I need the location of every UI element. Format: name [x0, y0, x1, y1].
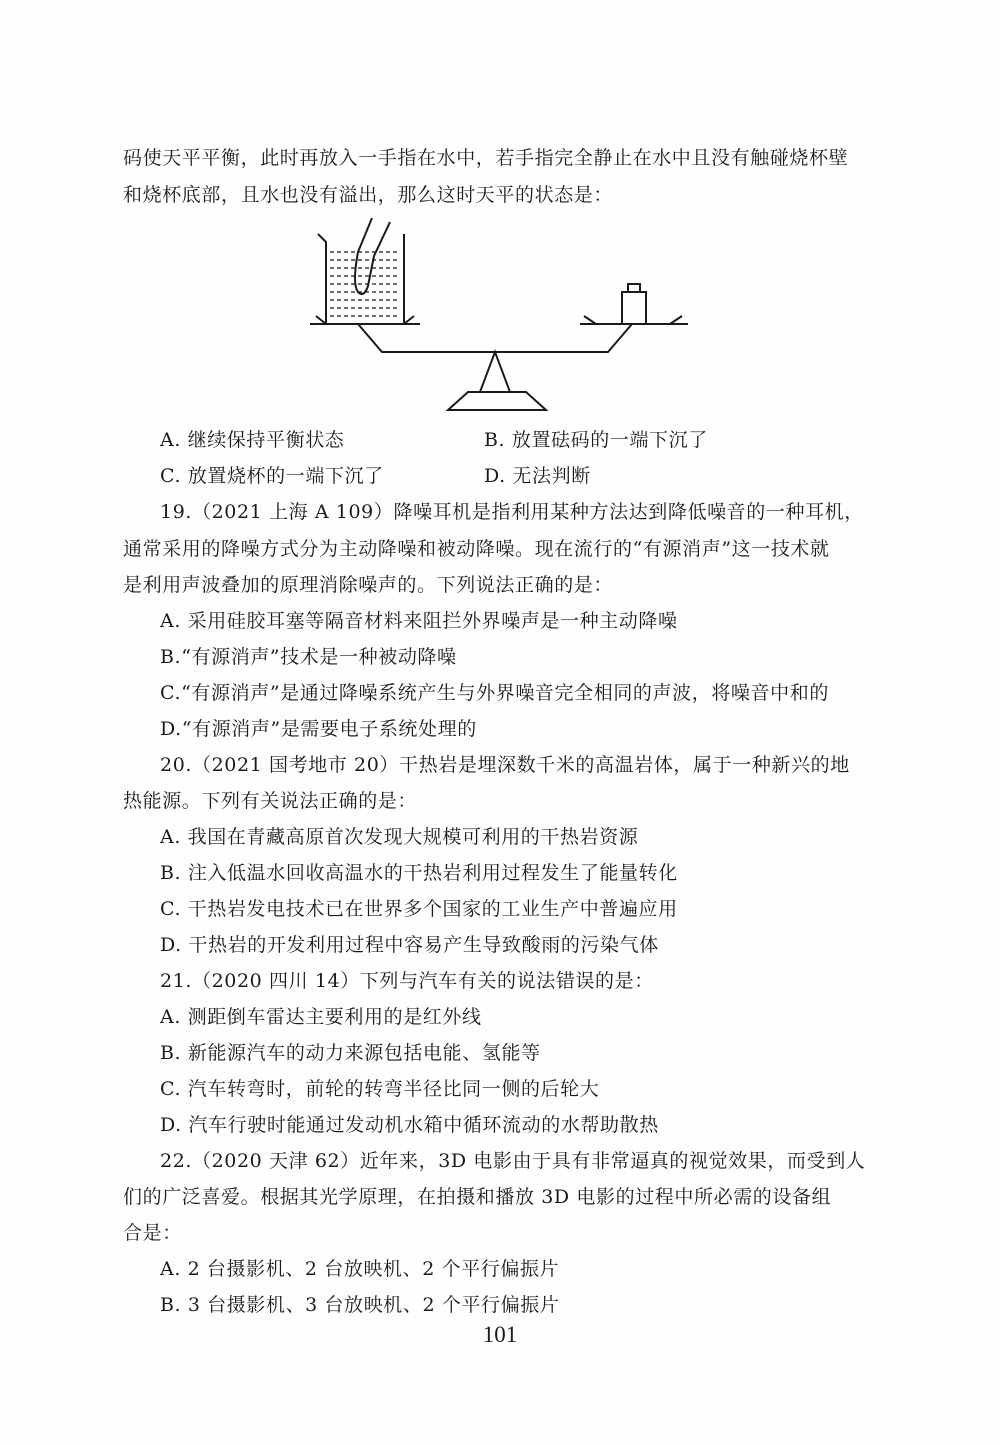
q18-option-c: C. 放置烧杯的一端下沉了 [160, 465, 384, 487]
q20-option-a: A. 我国在青藏高原首次发现大规模可利用的干热岩资源 [160, 826, 639, 848]
q21-option-d: D. 汽车行驶时能通过发动机水箱中循环流动的水帮助散热 [160, 1114, 659, 1136]
q21-option-a: A. 测距倒车雷达主要利用的是红外线 [160, 1006, 482, 1028]
page-number: 101 [482, 1322, 518, 1347]
q18-option-a: A. 继续保持平衡状态 [160, 429, 345, 451]
water-surface [330, 252, 400, 316]
q18-text-line-1: 码使天平平衡，此时再放入一手指在水中，若手指完全静止在水中且没有触碰烧杯壁 [123, 147, 849, 169]
q19-text-line-1: 19.（2021 上海 A 109）降噪耳机是指利用某种方法达到降低噪音的一种耳机， [160, 501, 864, 523]
q22-text-line-2: 们的广泛喜爱。根据其光学原理，在拍摄和播放 3D 电影的过程中所必需的设备组 [123, 1186, 832, 1208]
fulcrum-triangle [480, 352, 510, 392]
q20-text-line-1: 20.（2021 国考地市 20）干热岩是埋深数千米的高温岩体，属于一种新兴的地 [160, 754, 850, 776]
q19-option-d: D.“有源消声”是需要电子系统处理的 [160, 718, 477, 740]
balance-base [448, 392, 546, 410]
q22-option-a: A. 2 台摄影机、2 台放映机、2 个平行偏振片 [160, 1258, 560, 1280]
q18-option-b: B. 放置砝码的一端下沉了 [484, 429, 708, 451]
q19-option-c: C.“有源消声”是通过降噪系统产生与外界噪音完全相同的声波，将噪音中和的 [160, 682, 829, 704]
beaker-outline [318, 234, 404, 324]
balance-beam [358, 324, 632, 352]
q18-text-line-2: 和烧杯底部，且水也没有溢出，那么这时天平的状态是： [123, 184, 614, 206]
balance-scale-figure [300, 212, 700, 412]
q22-option-b: B. 3 台摄影机、3 台放映机、2 个平行偏振片 [160, 1294, 560, 1316]
q20-option-d: D. 干热岩的开发利用过程中容易产生导致酸雨的污染气体 [160, 934, 659, 956]
q20-option-b: B. 注入低温水回收高温水的干热岩利用过程发生了能量转化 [160, 862, 678, 884]
q22-text-line-3: 合是： [123, 1222, 182, 1244]
q21-text-line-1: 21.（2020 四川 14）下列与汽车有关的说法错误的是： [160, 970, 654, 992]
finger-shape [355, 218, 390, 294]
q19-text-line-3: 是利用声波叠加的原理消除噪声的。下列说法正确的是： [123, 574, 614, 596]
q18-option-d: D. 无法判断 [484, 465, 591, 487]
q19-option-a: A. 采用硅胶耳塞等隔音材料来阻拦外界噪声是一种主动降噪 [160, 610, 678, 632]
q19-option-b: B.“有源消声”技术是一种被动降噪 [160, 646, 457, 668]
weight-block [622, 292, 646, 324]
q22-text-line-1: 22.（2020 天津 62）近年来，3D 电影由于具有非常逼真的视觉效果，而受到人 [160, 1150, 866, 1172]
q19-text-line-2: 通常采用的降噪方式分为主动降噪和被动降噪。现在流行的“有源消声”这一技术就 [123, 538, 830, 560]
q21-option-c: C. 汽车转弯时，前轮的转弯半径比同一侧的后轮大 [160, 1078, 600, 1100]
q20-text-line-2: 热能源。下列有关说法正确的是： [123, 790, 418, 812]
q21-option-b: B. 新能源汽车的动力来源包括电能、氢能等 [160, 1042, 541, 1064]
q20-option-c: C. 干热岩发电技术已在世界多个国家的工业生产中普遍应用 [160, 898, 678, 920]
